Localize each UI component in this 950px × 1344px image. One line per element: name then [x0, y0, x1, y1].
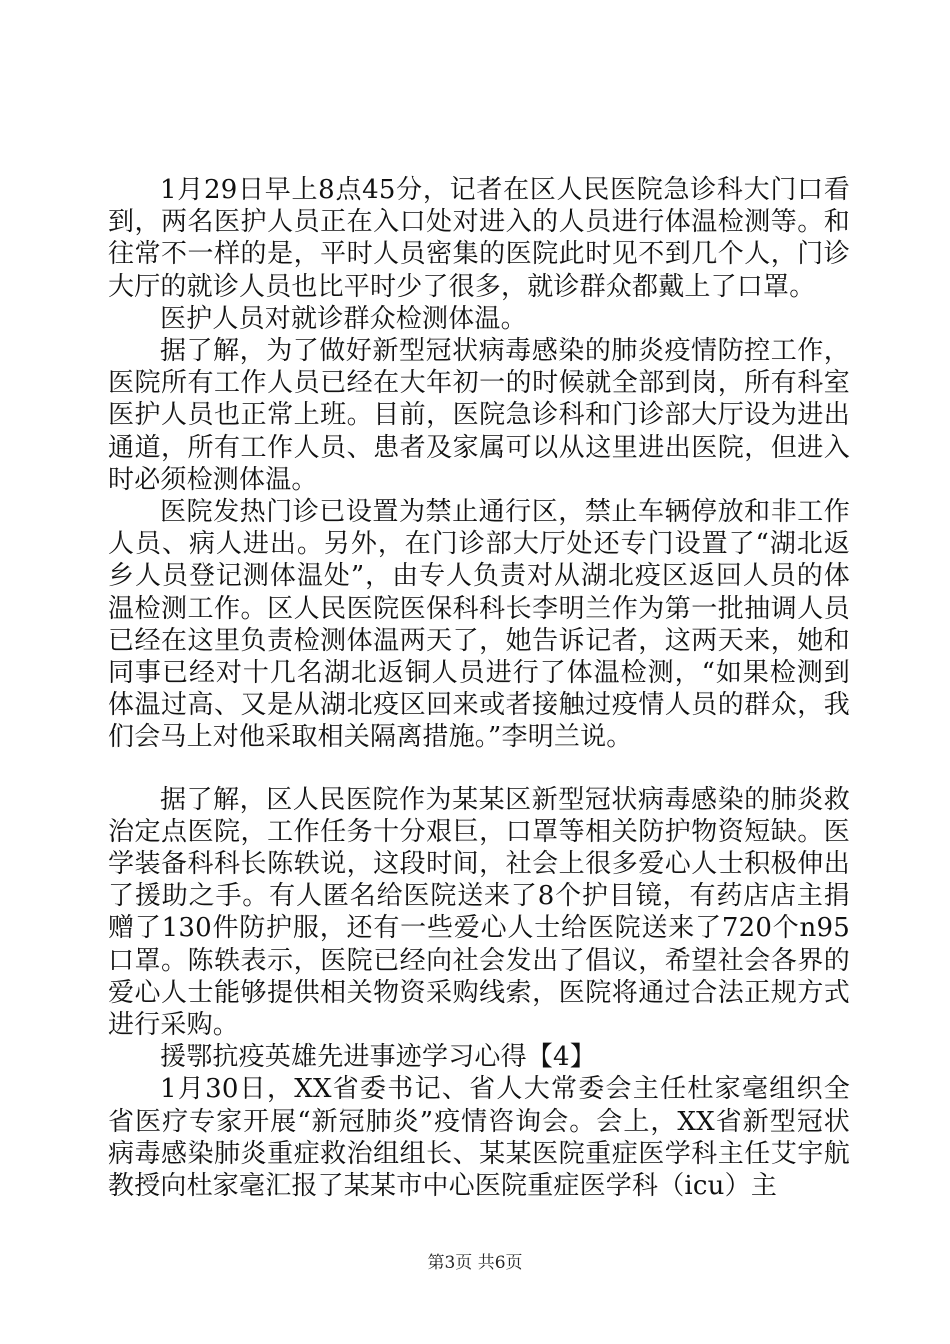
page-number-footer: 第3页 共6页	[427, 1253, 523, 1273]
section-heading: 援鄂抗疫英雄先进事迹学习心得【4】	[160, 1042, 596, 1073]
paragraph-1: 1月29日早上8点45分，记者在区人民医院急诊科大门口看到，两名医护人员正在入口处对进入的人员进行体温检测等。和往常不一样的是，平时人员密集的医院此时见不到几个人，门诊大厅的就诊人员也比平时少了很多，就诊群众都戴上了口罩。	[108, 175, 850, 302]
paragraph-2: 医护人员对就诊群众检测体温。	[160, 303, 527, 334]
paragraph-4: 医院发热门诊已设置为禁止通行区，禁止车辆停放和非工作人员、病人进出。另外，在门诊部大厅处还专门设置了“湖北返乡人员登记测体温处”，由专人负责对从湖北疫区返回人员的体温检测工作。区人民医院医保科科长李明兰作为第一批抽调人员已经在这里负责检测体温两天了，她告诉记者，这两天来，她和同事已经对十几名湖北返铜人员进行了体温检测，“如果检测到体温过高、又是从湖北疫区回来或者接触过疫情人员的群众，我们会马上对他采取相关隔离措施。”李明兰说。	[108, 497, 850, 753]
paragraph-6: 1月30日，XX省委书记、省人大常委会主任杜家毫组织全省医疗专家开展“新冠肺炎”疫情咨询会。会上，XX省新型冠状病毒感染肺炎重症救治组组长、某某医院重症医学科主任艾宇航教授向杜家毫汇报了某某市中心医院重症医学科（icu）主	[108, 1074, 850, 1202]
document-body	[108, 174, 850, 1202]
paragraph-3: 据了解，为了做好新型冠状病毒感染的肺炎疫情防控工作，医院所有工作人员已经在大年初一的时候就全部到岗，所有科室医护人员也正常上班。目前，医院急诊科和门诊部大厅设为进出通道，所有工作人员、患者及家属可以从这里进出医院，但进入时必须检测体温。	[108, 336, 850, 495]
paragraph-5: 据了解，区人民医院作为某某区新型冠状病毒感染的肺炎救治定点医院，工作任务十分艰巨，口罩等相关防护物资短缺。医学装备科科长陈轶说，这段时间，社会上很多爱心人士积极伸出了援助之手。有人匿名给医院送来了8个护目镜，有药店店主捐赠了130件防护服，还有一些爱心人士给医院送来了720个n95口罩。陈轶表示，医院已经向社会发出了倡议，希望社会各界的爱心人士能够提供相关物资采购线索，医院将通过合法正规方式进行采购。	[108, 784, 850, 1041]
